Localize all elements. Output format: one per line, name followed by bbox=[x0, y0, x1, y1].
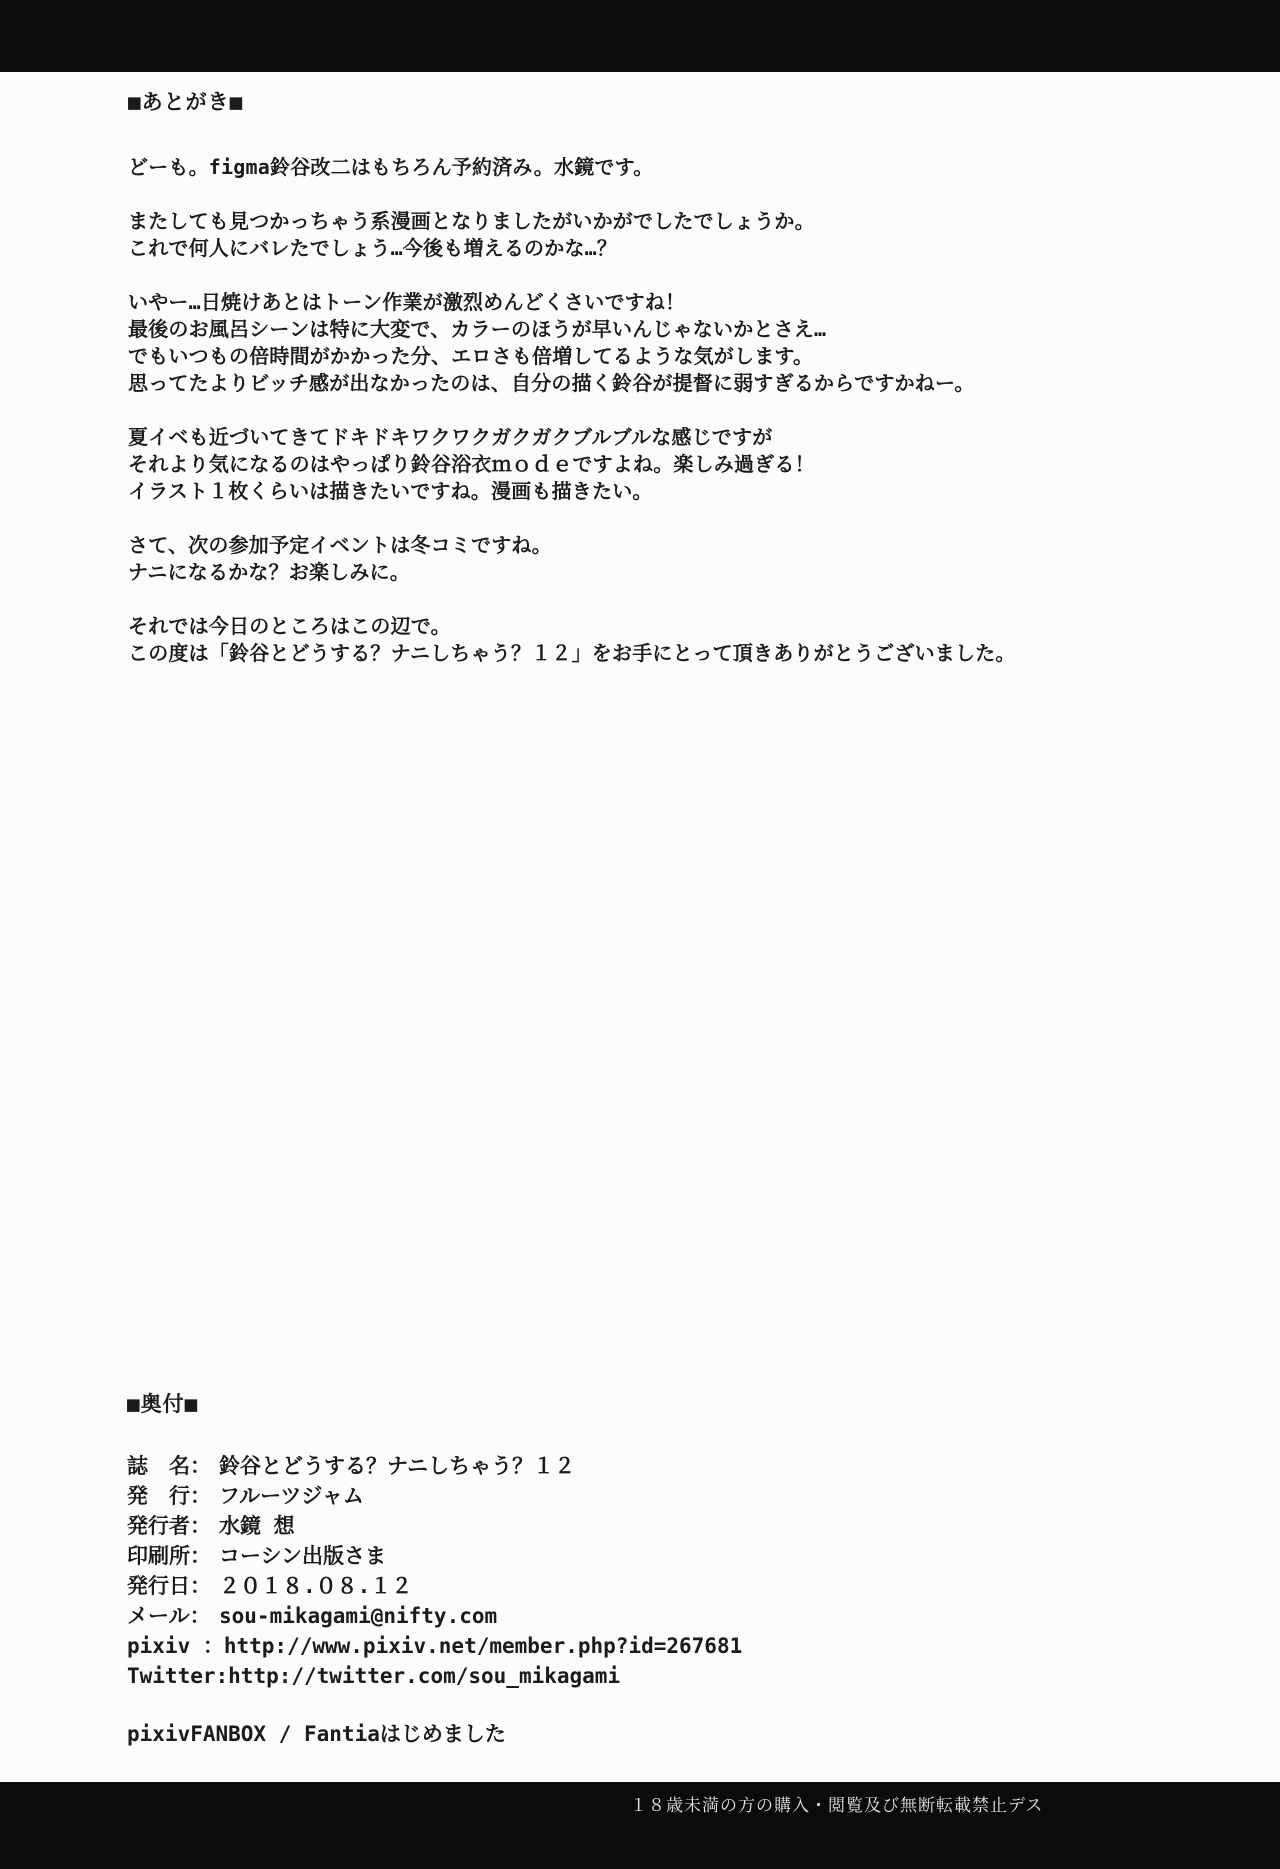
colophon-row bbox=[127, 1571, 742, 1601]
colophon-row bbox=[127, 1541, 742, 1571]
colophon-row-value: http://twitter.com/sou_mikagami bbox=[228, 1664, 621, 1688]
colophon-row-value: 鈴谷とどうする？ナニしちゃう？１２ bbox=[219, 1454, 576, 1478]
colophon-row-value: ２０１８.０８.１２ bbox=[219, 1574, 413, 1598]
colophon-rows bbox=[127, 1451, 742, 1691]
afterword-line: 思ってたよりビッチ感が出なかったのは、自分の描く鈴谷が提督に弱すぎるからですかねー。 bbox=[128, 371, 975, 395]
afterword-paragraph bbox=[128, 424, 1016, 505]
afterword-paragraph bbox=[128, 154, 1016, 181]
colophon-row bbox=[127, 1451, 742, 1481]
age-restriction-notice: １８歳未満の方の購入・閲覧及び無断転載禁止デス bbox=[630, 1796, 1044, 1816]
colophon-row-label: Twitter: bbox=[127, 1664, 229, 1688]
afterword-paragraph bbox=[128, 289, 1016, 397]
colophon-row-label: 発 行： bbox=[127, 1484, 211, 1508]
colophon-row-label: 発行者： bbox=[127, 1514, 211, 1538]
afterword-paragraph bbox=[128, 532, 1016, 586]
afterword-line: それでは今日のところはこの辺で。 bbox=[128, 614, 451, 638]
colophon-row-value: sou-mikagami@nifty.com bbox=[219, 1604, 498, 1628]
afterword-line: どーも。figma鈴谷改二はもちろん予約済み。水鏡です。 bbox=[128, 155, 654, 179]
afterword-paragraphs bbox=[128, 154, 1016, 667]
afterword-paragraph bbox=[128, 613, 1016, 667]
colophon-row-value: http://www.pixiv.net/member.php?id=267681 bbox=[223, 1634, 743, 1658]
afterword-line: 最後のお風呂シーンは特に大変で、カラーのほうが早いんじゃないかとさえ… bbox=[128, 317, 827, 341]
afterword-line: ナニになるかな？お楽しみに。 bbox=[128, 560, 410, 584]
afterword-line: これで何人にバレたでしょう…今後も増えるのかな…？ bbox=[128, 236, 618, 260]
colophon-row bbox=[127, 1601, 742, 1631]
afterword-section bbox=[128, 86, 1016, 694]
colophon-row bbox=[127, 1481, 742, 1511]
colophon-row-label: 印刷所： bbox=[127, 1544, 211, 1568]
afterword-line: 夏イベも近づいてきてドキドキワクワクガクガクブルブルな感じですが bbox=[128, 425, 773, 449]
colophon-extra-note: pixivFANBOX / Fantiaはじめました bbox=[127, 1722, 506, 1746]
colophon-row bbox=[127, 1511, 742, 1541]
afterword-line: さて、次の参加予定イベントは冬コミですね。 bbox=[128, 533, 552, 557]
bottom-scan-bar bbox=[0, 1782, 1280, 1869]
colophon-row bbox=[127, 1631, 742, 1661]
colophon-row bbox=[127, 1661, 742, 1691]
afterword-heading: ■あとがき■ bbox=[128, 90, 244, 114]
colophon-row-value: 水鏡 想 bbox=[219, 1514, 295, 1538]
afterword-line: この度は「鈴谷とどうする？ナニしちゃう？１２」をお手にとって頂きありがとうございました。 bbox=[128, 641, 1016, 665]
colophon-row-label: 誌 名： bbox=[127, 1454, 211, 1478]
afterword-line: イラスト１枚くらいは描きたいですね。漫画も描きたい。 bbox=[128, 479, 653, 503]
afterword-line: またしても見つかっちゃう系漫画となりましたがいかがでしたでしょうか。 bbox=[128, 209, 815, 233]
afterword-line: それより気になるのはやっぱり鈴谷浴衣ｍｏｄｅですよね。楽しみ過ぎる！ bbox=[128, 452, 815, 476]
colophon-heading: ■奥付■ bbox=[127, 1392, 199, 1416]
afterword-paragraph bbox=[128, 208, 1016, 262]
colophon-row-value: フルーツジャム bbox=[219, 1484, 364, 1508]
top-scan-bar bbox=[0, 0, 1280, 72]
colophon-row-label: 発行日： bbox=[127, 1574, 211, 1598]
colophon-row-label: メール： bbox=[127, 1604, 211, 1628]
colophon-section bbox=[127, 1388, 742, 1748]
colophon-row-label: pixiv ： bbox=[127, 1634, 224, 1658]
colophon-row-value: コーシン出版さま bbox=[219, 1544, 387, 1568]
afterword-line: でもいつもの倍時間がかかった分、エロさも倍増してるような気がします。 bbox=[128, 344, 814, 368]
afterword-line: いやー…日焼けあとはトーン作業が激烈めんどくさいですね！ bbox=[128, 290, 686, 314]
